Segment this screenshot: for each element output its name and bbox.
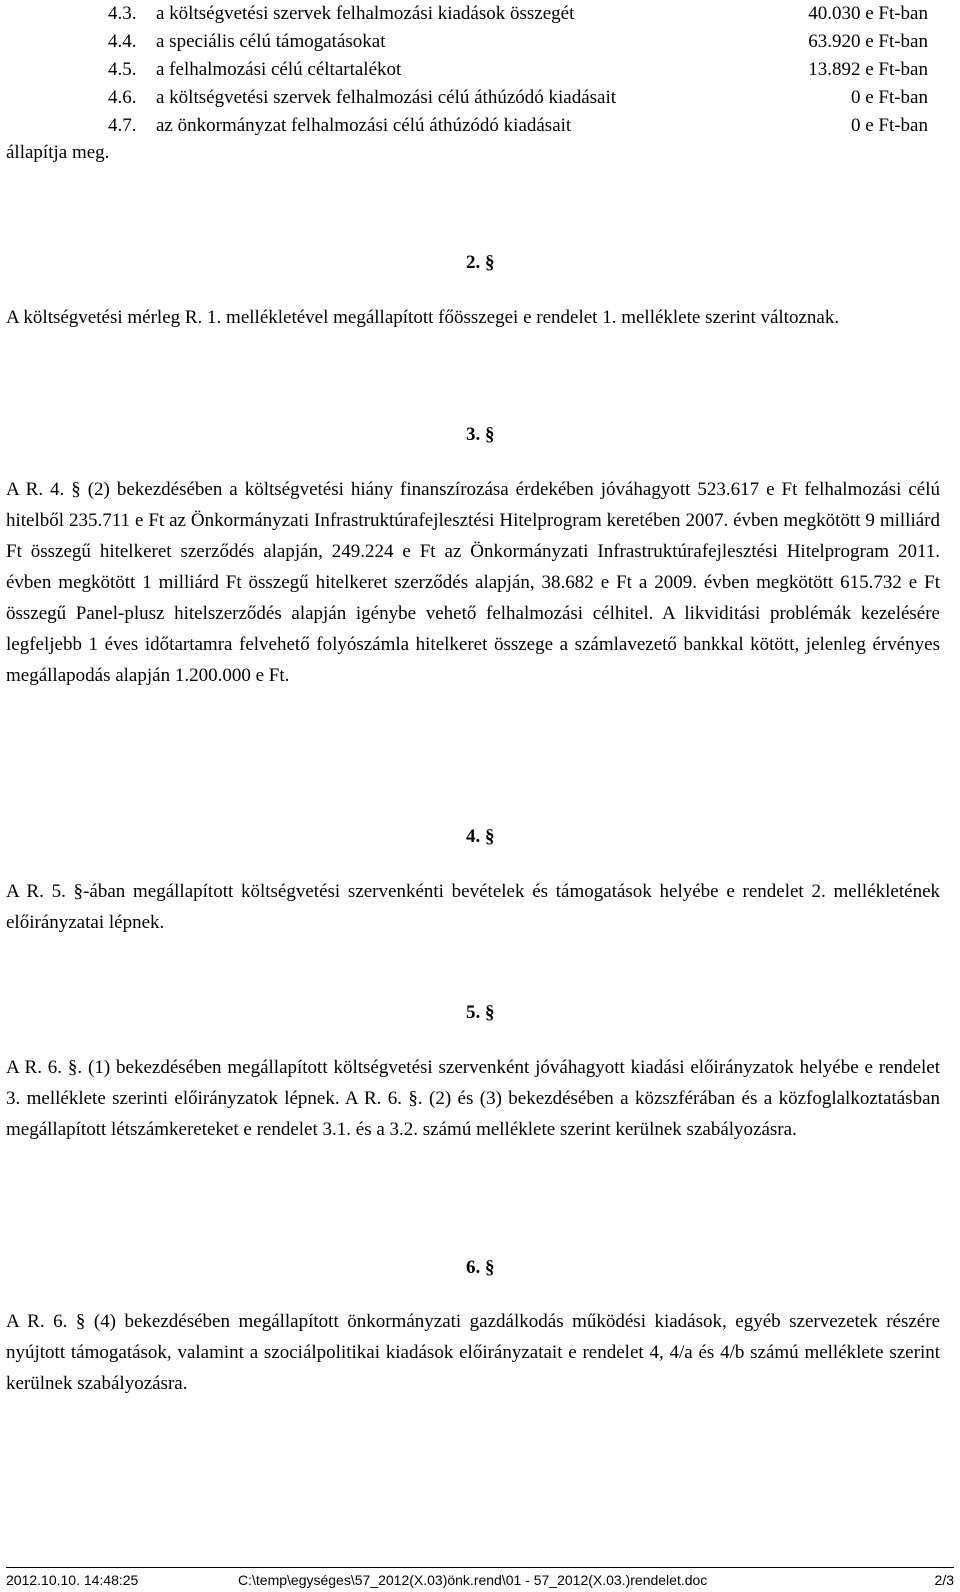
item-amount: 0 e Ft-ban (850, 87, 928, 108)
item-number: 4.3. (108, 3, 137, 24)
list-item (108, 112, 928, 140)
list-item (108, 28, 928, 56)
section-4-paragraph: A R. 5. §-ában megállapított költségvetési szervenkénti bevételek és támogatások helyébe e rendelet 2. mellékletének előirányzatai lépnek. (6, 881, 940, 933)
list-item (108, 84, 928, 112)
item-amount: 40.030 e Ft-ban (808, 3, 928, 24)
section-heading-4: 4. § (466, 826, 495, 847)
item-amount: 13.892 e Ft-ban (808, 59, 928, 80)
footer-page-number: 2/3 (934, 1572, 954, 1588)
item-text: a felhalmozási célú céltartalékot (156, 59, 402, 80)
item-number: 4.7. (108, 115, 137, 136)
page-footer (6, 1567, 954, 1590)
section-heading-5: 5. § (466, 1002, 495, 1023)
amount-list (108, 0, 928, 140)
section-heading-3: 3. § (466, 424, 495, 445)
item-amount: 0 e Ft-ban (850, 115, 928, 136)
item-number: 4.5. (108, 59, 137, 80)
footer-date: 2012.10.10. 14:48:25 (6, 1572, 139, 1588)
allapitja-line: állapítja meg. (6, 142, 110, 163)
item-text: a költségvetési szervek felhalmozási kiadások összegét (156, 3, 575, 24)
section-5-paragraph: A R. 6. §. (1) bekezdésében megállapított költségvetési szervenként jóváhagyott kiadási előirányzatok helyébe e rendelet 3. melléklete szerinti előirányzatok lépnek. A R. 6. §. (2) és (3) bekezdésében a közszférában és a közfoglalkoztatásban megállapított létszámkereteket e rendelet 3.1. és a 3.2. számú melléklete szerint kerülnek szabályozásra. (6, 1057, 940, 1140)
item-text: a speciális célú támogatásokat (156, 31, 386, 52)
item-number: 4.6. (108, 87, 137, 108)
section-heading-6: 6. § (466, 1257, 495, 1278)
list-item (108, 0, 928, 28)
footer-file-path: C:\temp\egységes\57_2012(X.03)önk.rend\01 - 57_2012(X.03.)rendelet.doc (238, 1572, 708, 1588)
item-amount: 63.920 e Ft-ban (808, 31, 928, 52)
item-text: az önkormányzat felhalmozási célú áthúzódó kiadásait (156, 115, 572, 136)
section-6-paragraph: A R. 6. § (4) bekezdésében megállapított önkormányzati gazdálkodás működési kiadások, egyéb szervezetek részére nyújtott támogatások, valamint a szociálpolitikai kiadások előirányzatait e rendelet 4, 4/a és 4/b számú melléklete szerint kerülnek szabályozásra. (6, 1311, 940, 1394)
item-number: 4.4. (108, 31, 137, 52)
list-item (108, 56, 928, 84)
section-2-paragraph: A költségvetési mérleg R. 1. mellékletével megállapított főösszegei e rendelet 1. melléklete szerint változnak. (6, 307, 840, 328)
section-heading-2: 2. § (466, 252, 495, 273)
item-text: a költségvetési szervek felhalmozási célú áthúzódó kiadásait (156, 87, 617, 108)
section-3-paragraph: A R. 4. § (2) bekezdésében a költségvetési hiány finanszírozása érdekében jóváhagyott 523.617 e Ft felhalmozási célú hitelből 235.711 e Ft az Önkormányzati Infrastruktúrafejlesztési Hitelprogram keretében 2007. évben megkötött 9 milliárd Ft összegű hitelkeret szerződés alapján, 249.224 e Ft az Önkormányzati Infrastruktúrafejlesztési Hitelprogram 2011. évben megkötött 1 milliárd Ft összegű hitelkeret szerződés alapján, 38.682 e Ft a 2009. évben megkötött 615.732 e Ft összegű Panel-plusz hitelszerződés alapján igénybe vehető felhalmozási célhitel. A likviditási problémák kezelésére legfeljebb 1 éves időtartamra felvehető folyószámla hitelkeret összege a számlavezető bankkal kötött, jelenleg érvényes megállapodás alapján 1.200.000 e Ft. (6, 479, 940, 686)
